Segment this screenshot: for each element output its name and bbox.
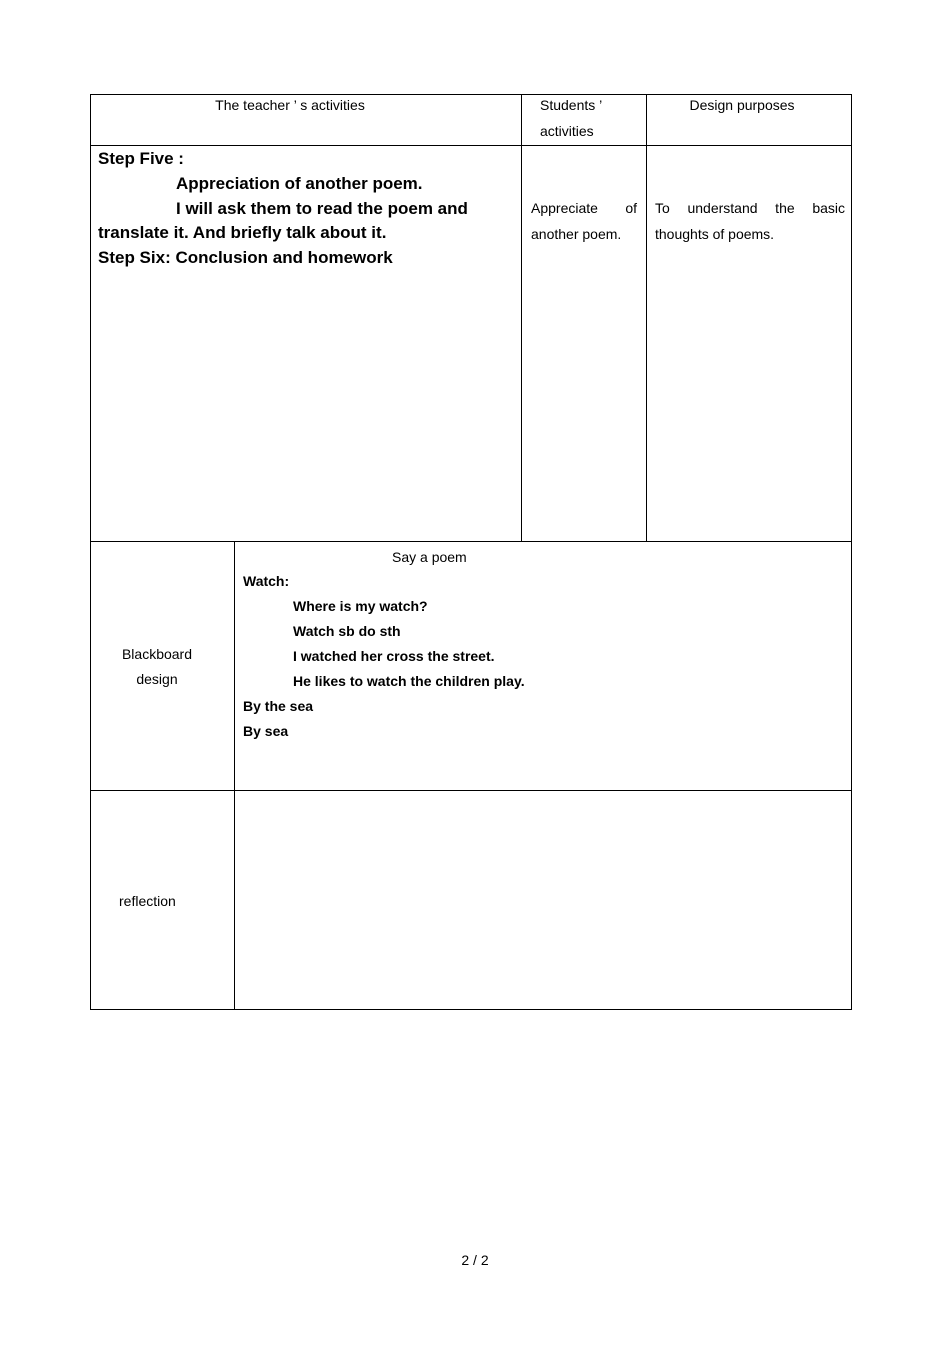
step-five-heading: Step Five : [98, 149, 184, 168]
blackboard-title: Say a poem [392, 549, 467, 565]
blackboard-item: Where is my watch? [293, 598, 428, 614]
page-number: 2 / 2 [461, 1252, 489, 1268]
step-five-read-line1: I will ask them to read the poem and [176, 199, 468, 218]
blackboard-by-the-sea: By the sea [243, 698, 314, 714]
purpose-line2: thoughts of poems. [655, 226, 775, 242]
step-five-read-line2: translate it. And briefly talk about it. [98, 223, 387, 242]
header-purposes: Design purposes [689, 97, 795, 113]
header-students-line2: activities [540, 123, 594, 139]
label-col-divider [234, 541, 235, 1010]
blackboard-item: Watch sb do sth [293, 623, 401, 639]
reflection-label: reflection [119, 893, 176, 909]
blackboard-item: He likes to watch the children play. [293, 673, 525, 689]
purpose-line1: To understand the basic [655, 200, 845, 216]
header-students-line1: Students ’ [540, 97, 603, 113]
blackboard-divider [90, 790, 852, 791]
blackboard-item: I watched her cross the street. [293, 648, 495, 664]
header-divider [90, 145, 852, 146]
blackboard-watch: Watch: [243, 573, 290, 589]
header-teacher: The teacher ’ s activities [215, 97, 365, 113]
blackboard-by-sea: By sea [243, 723, 289, 739]
steps-divider [90, 541, 852, 542]
blackboard-label-line1: Blackboard [121, 646, 193, 662]
col-divider-1 [521, 94, 522, 542]
col-divider-2 [646, 94, 647, 542]
step-six-heading: Step Six: Conclusion and homework [98, 248, 393, 267]
step-five-appreciation: Appreciation of another poem. [176, 174, 423, 193]
blackboard-label-line2: design [136, 671, 178, 687]
students-activity-line2: another poem. [531, 226, 622, 242]
students-activity-line1: Appreciate of [531, 200, 637, 216]
